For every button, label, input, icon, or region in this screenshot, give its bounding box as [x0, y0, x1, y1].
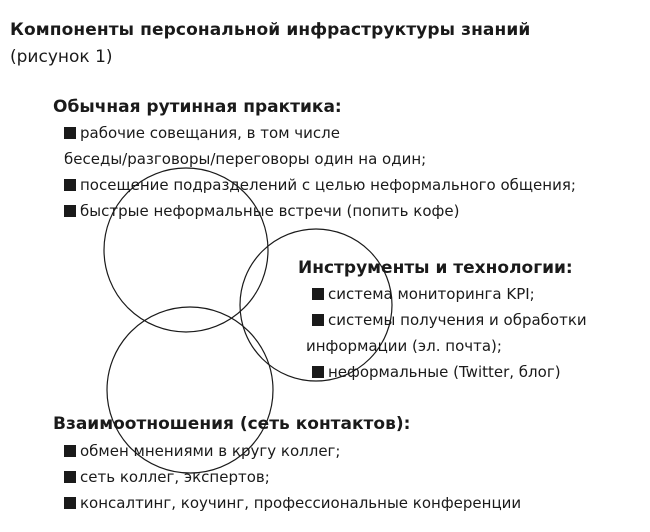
bullet-square-icon [64, 179, 76, 191]
tools-item: неформальные (Twitter, блог) [312, 363, 561, 381]
tools-item: система мониторинга KPI; [312, 285, 535, 303]
routine-item: рабочие совещания, в том числе [64, 124, 340, 142]
routine-item: посещение подразделений с целью неформального общения; [64, 176, 576, 194]
bullet-square-icon [64, 445, 76, 457]
bullet-square-icon [64, 205, 76, 217]
bullet-square-icon [64, 127, 76, 139]
bullet-square-icon [312, 314, 324, 326]
diagram-title: Компоненты персональной инфраструктуры знаний [10, 20, 531, 40]
tools-circle [240, 229, 392, 381]
routine-heading: Обычная рутинная практика: [53, 97, 342, 117]
bullet-square-icon [64, 471, 76, 483]
bullet-square-icon [312, 288, 324, 300]
routine-item-continuation: беседы/разговоры/переговоры один на один; [64, 150, 427, 168]
diagram-subtitle: (рисунок 1) [10, 47, 113, 67]
tools-item-continuation: информации (эл. почта); [306, 337, 502, 355]
relations-heading: Взаимоотношения (сеть контактов): [53, 414, 411, 434]
bullet-square-icon [312, 366, 324, 378]
relations-item: сеть коллег, экспертов; [64, 468, 270, 486]
routine-item: быстрые неформальные встречи (попить кофе) [64, 202, 459, 220]
bullet-square-icon [64, 497, 76, 509]
relations-item: обмен мнениями в кругу коллег; [64, 442, 340, 460]
tools-item: системы получения и обработки [312, 311, 587, 329]
tools-heading: Инструменты и технологии: [298, 258, 573, 278]
relations-item: консалтинг, коучинг, профессиональные конференции [64, 494, 521, 512]
